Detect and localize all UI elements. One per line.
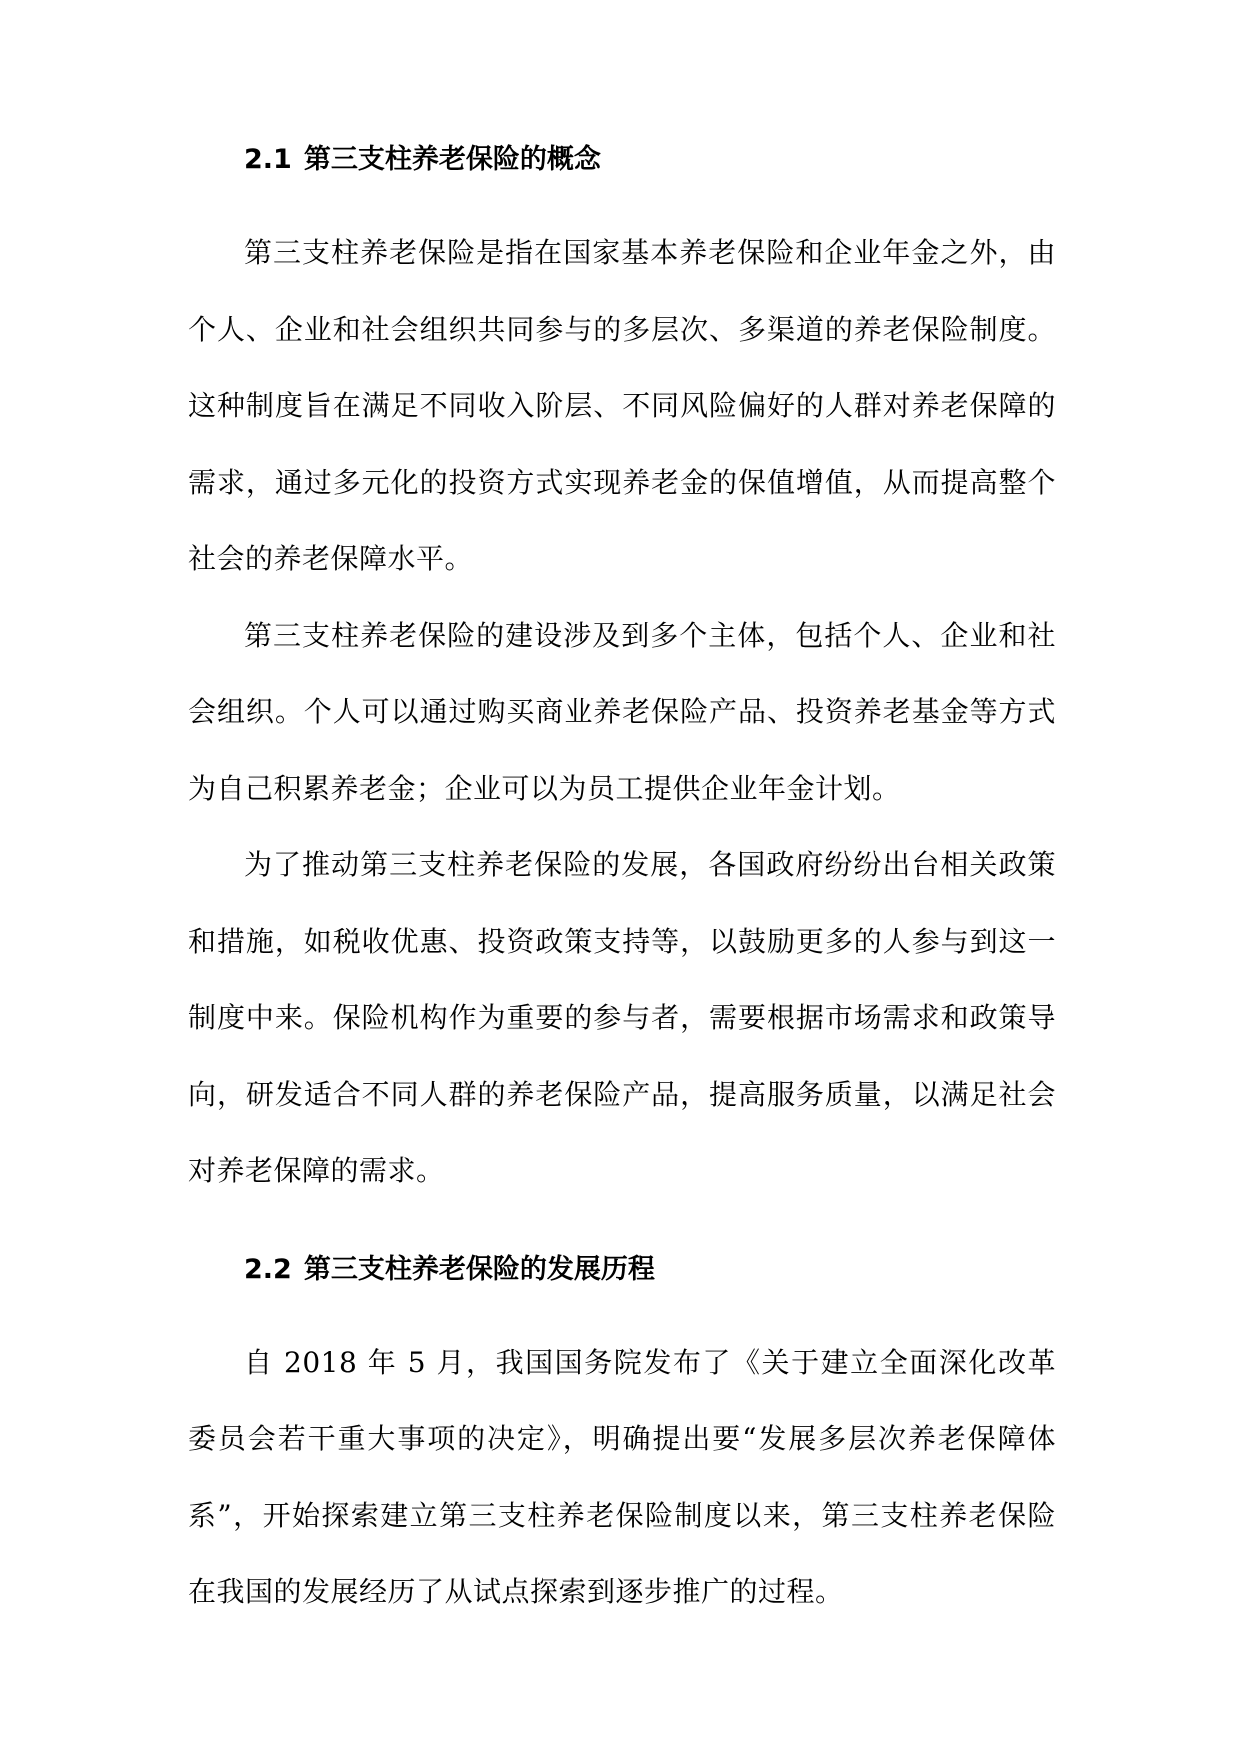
- document-body: [188, 140, 1056, 1631]
- section-title: 第三支柱养老保险的发展历程: [303, 1253, 655, 1285]
- section-title: 第三支柱养老保险的概念: [303, 144, 601, 175]
- section-2-1: [188, 140, 1056, 1210]
- paragraph: 自 2018 年 5 月，我国国务院发布了《关于建立全面深化改革委员会若干重大事项的决定》，明确提出要“发展多层次养老保障体系”，开始探索建立第三支柱养老保险制度以来，第三支柱养老保险在我国的发展经历了从试点探索到逐步推广的过程。: [188, 1345, 1056, 1608]
- section-number: 2.1: [244, 144, 292, 175]
- section-heading: [188, 1250, 1056, 1290]
- paragraph: 第三支柱养老保险的建设涉及到多个主体，包括个人、企业和社会组织。个人可以通过购买商业养老保险产品、投资养老基金等方式为自己积累养老金；企业可以为员工提供企业年金计划。: [188, 618, 1056, 805]
- paragraph: 为了推动第三支柱养老保险的发展，各国政府纷纷出台相关政策和措施，如税收优惠、投资政策支持等，以鼓励更多的人参与到这一制度中来。保险机构作为重要的参与者，需要根据市场需求和政策导向，研发适合不同人群的养老保险产品，提高服务质量，以满足社会对养老保障的需求。: [188, 848, 1056, 1187]
- section-number: 2.2: [244, 1253, 292, 1285]
- paragraph: 第三支柱养老保险是指在国家基本养老保险和企业年金之外，由个人、企业和社会组织共同参与的多层次、多渠道的养老保险制度。这种制度旨在满足不同收入阶层、不同风险偏好的人群对养老保障的需求，通过多元化的投资方式实现养老金的保值增值，从而提高整个社会的养老保障水平。: [188, 236, 1056, 575]
- section-heading: [188, 140, 1056, 180]
- section-2-2: [188, 1250, 1056, 1631]
